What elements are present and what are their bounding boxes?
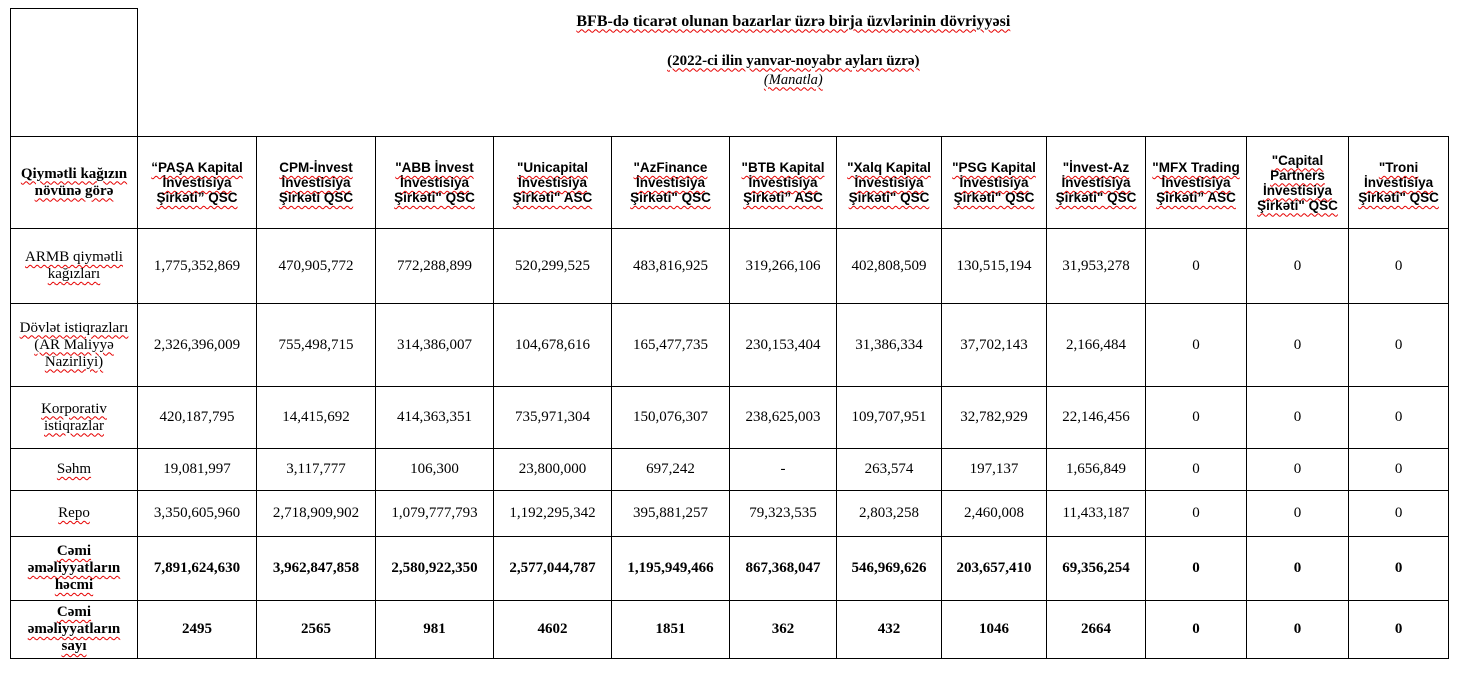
row-label xyxy=(11,387,138,449)
value-cell: 7,891,624,630 xyxy=(138,537,257,601)
value-cell: 402,808,509 xyxy=(837,229,942,304)
value-cell: 69,356,254 xyxy=(1047,537,1146,601)
value-cell: 697,242 xyxy=(612,449,730,491)
column-header-3 xyxy=(376,137,494,229)
value-cell: 197,137 xyxy=(942,449,1047,491)
column-header-8 xyxy=(942,137,1047,229)
value-cell: 0 xyxy=(1146,387,1247,449)
header-row xyxy=(11,137,1449,229)
value-cell: 0 xyxy=(1247,304,1349,387)
row-label xyxy=(11,537,138,601)
column-header-11 xyxy=(1247,137,1349,229)
value-cell: 735,971,304 xyxy=(494,387,612,449)
value-cell: 2,460,008 xyxy=(942,491,1047,537)
column-header-label: “PAŞA Kapital İnvestisiya Şirkəti” QSC xyxy=(151,160,243,205)
column-header-label: "BTB Kapital İnvestisiya Şirkəti” ASC xyxy=(741,160,825,205)
value-cell: 0 xyxy=(1349,449,1449,491)
value-cell: 1,656,849 xyxy=(1047,449,1146,491)
column-header-label: "Capital Partners İnvestisiya Şirkəti" QSC xyxy=(1257,152,1338,213)
column-header-5 xyxy=(612,137,730,229)
row-label xyxy=(11,491,138,537)
doc-subtitle: (2022-ci ilin yanvar-noyabr ayları üzrə) xyxy=(667,52,920,69)
value-cell: 230,153,404 xyxy=(730,304,837,387)
table-row xyxy=(11,229,1449,304)
value-cell: 867,368,047 xyxy=(730,537,837,601)
value-cell: 109,707,951 xyxy=(837,387,942,449)
column-header-1 xyxy=(138,137,257,229)
column-header-label: "PSG Kapital İnvestisiya Şirkəti" QSC xyxy=(952,160,1036,205)
value-cell: 1,195,949,466 xyxy=(612,537,730,601)
table-row xyxy=(11,491,1449,537)
title-corner-cell xyxy=(11,9,138,137)
value-cell: 314,386,007 xyxy=(376,304,494,387)
row-label-text: Dövlət istiqrazları (AR Maliyyə Nazirliyi) xyxy=(19,319,129,370)
value-cell: 772,288,899 xyxy=(376,229,494,304)
column-header-label: "Troni İnvestisiya Şirkəti" QSC xyxy=(1358,160,1439,205)
value-cell: 165,477,735 xyxy=(612,304,730,387)
value-cell: 0 xyxy=(1247,449,1349,491)
row-label-text: Cəmi əməliyyatların həcmi xyxy=(27,543,121,593)
value-cell: 1,775,352,869 xyxy=(138,229,257,304)
value-cell: 0 xyxy=(1349,601,1449,659)
value-cell: 0 xyxy=(1146,601,1247,659)
table-row xyxy=(11,387,1449,449)
value-cell: 37,702,143 xyxy=(942,304,1047,387)
column-header-label: CPM-İnvest İnvestisiya Şirkəti QSC xyxy=(278,160,354,205)
value-cell: 414,363,351 xyxy=(376,387,494,449)
value-cell: 0 xyxy=(1146,537,1247,601)
value-cell: 130,515,194 xyxy=(942,229,1047,304)
value-cell: 14,415,692 xyxy=(257,387,376,449)
column-header-label: "AzFinance İnvestisiya Şirkəti" QSC xyxy=(630,160,711,205)
value-cell: 483,816,925 xyxy=(612,229,730,304)
value-cell: 31,386,334 xyxy=(837,304,942,387)
value-cell: 2495 xyxy=(138,601,257,659)
value-cell: 3,962,847,858 xyxy=(257,537,376,601)
value-cell: 3,350,605,960 xyxy=(138,491,257,537)
title-row xyxy=(11,9,1449,137)
row-label xyxy=(11,304,138,387)
value-cell: 1,079,777,793 xyxy=(376,491,494,537)
title-cell xyxy=(138,9,1449,137)
value-cell: 238,625,003 xyxy=(730,387,837,449)
table-row xyxy=(11,304,1449,387)
value-cell: 0 xyxy=(1349,537,1449,601)
column-header-10 xyxy=(1146,137,1247,229)
value-cell: 0 xyxy=(1146,304,1247,387)
value-cell: 3,117,777 xyxy=(257,449,376,491)
row-label-text: Cəmi əməliyyatların sayı xyxy=(27,604,121,654)
value-cell: 520,299,525 xyxy=(494,229,612,304)
value-cell: 546,969,626 xyxy=(837,537,942,601)
column-header-label: "ABB İnvest İnvestisiya Şirkəti" QSC xyxy=(394,160,475,205)
value-cell: 0 xyxy=(1349,304,1449,387)
row-label xyxy=(11,449,138,491)
corner-header: Qiymətli kağızın növünə görə xyxy=(11,137,138,229)
turnover-table xyxy=(10,8,1449,659)
value-cell: 0 xyxy=(1349,387,1449,449)
value-cell: 0 xyxy=(1349,229,1449,304)
value-cell: 0 xyxy=(1247,491,1349,537)
value-cell: 0 xyxy=(1146,229,1247,304)
value-cell: 420,187,795 xyxy=(138,387,257,449)
value-cell: 106,300 xyxy=(376,449,494,491)
value-cell: 32,782,929 xyxy=(942,387,1047,449)
value-cell: 981 xyxy=(376,601,494,659)
column-header-12 xyxy=(1349,137,1449,229)
value-cell: 432 xyxy=(837,601,942,659)
value-cell: 150,076,307 xyxy=(612,387,730,449)
row-label-text: Səhm xyxy=(56,461,92,477)
value-cell: 2,326,396,009 xyxy=(138,304,257,387)
value-cell: 22,146,456 xyxy=(1047,387,1146,449)
value-cell: 1046 xyxy=(942,601,1047,659)
value-cell: 0 xyxy=(1247,229,1349,304)
value-cell: 11,433,187 xyxy=(1047,491,1146,537)
value-cell: 0 xyxy=(1247,387,1349,449)
value-cell: 2,580,922,350 xyxy=(376,537,494,601)
value-cell: 395,881,257 xyxy=(612,491,730,537)
value-cell: 2,803,258 xyxy=(837,491,942,537)
value-cell: 1851 xyxy=(612,601,730,659)
column-header-4 xyxy=(494,137,612,229)
value-cell: 2565 xyxy=(257,601,376,659)
value-cell: 755,498,715 xyxy=(257,304,376,387)
value-cell: 263,574 xyxy=(837,449,942,491)
column-header-9 xyxy=(1047,137,1146,229)
column-header-label: "Unicapital İnvestisiya Şirkəti" ASC xyxy=(512,160,593,205)
value-cell: 19,081,997 xyxy=(138,449,257,491)
table-row xyxy=(11,601,1449,659)
value-cell: 79,323,535 xyxy=(730,491,837,537)
row-label-text: ARMB qiymətli kağızları xyxy=(25,249,123,282)
table-row xyxy=(11,449,1449,491)
value-cell: 470,905,772 xyxy=(257,229,376,304)
row-label xyxy=(11,601,138,659)
value-cell: 2,718,909,902 xyxy=(257,491,376,537)
value-cell: 0 xyxy=(1146,449,1247,491)
column-header-6 xyxy=(730,137,837,229)
column-header-7 xyxy=(837,137,942,229)
column-header-label: "Xalq Kapital İnvestisiya Şirkəti" QSC xyxy=(847,160,931,205)
value-cell: 362 xyxy=(730,601,837,659)
column-header-label: "İnvest-Az İnvestisiya Şirkəti" QSC xyxy=(1055,160,1137,205)
value-cell: 0 xyxy=(1349,491,1449,537)
value-cell: 4602 xyxy=(494,601,612,659)
doc-unit-note: (Manatla) xyxy=(763,71,823,88)
doc-title: BFB-də ticarət olunan bazarlar üzrə birja üzvlərinin dövriyyəsi xyxy=(576,12,1011,30)
value-cell: 203,657,410 xyxy=(942,537,1047,601)
value-cell: - xyxy=(730,449,837,491)
table-row xyxy=(11,537,1449,601)
value-cell: 104,678,616 xyxy=(494,304,612,387)
value-cell: 1,192,295,342 xyxy=(494,491,612,537)
value-cell: 319,266,106 xyxy=(730,229,837,304)
value-cell: 0 xyxy=(1247,601,1349,659)
value-cell: 2,577,044,787 xyxy=(494,537,612,601)
value-cell: 2664 xyxy=(1047,601,1146,659)
value-cell: 31,953,278 xyxy=(1047,229,1146,304)
value-cell: 2,166,484 xyxy=(1047,304,1146,387)
row-label-text: Korporativ istiqrazlar xyxy=(41,400,107,434)
column-header-label: "MFX Trading İnvestisiya Şirkəti” ASC xyxy=(1152,160,1240,205)
row-label-text: Repo xyxy=(58,505,90,521)
value-cell: 0 xyxy=(1146,491,1247,537)
value-cell: 0 xyxy=(1247,537,1349,601)
column-header-2 xyxy=(257,137,376,229)
row-label xyxy=(11,229,138,304)
value-cell: 23,800,000 xyxy=(494,449,612,491)
